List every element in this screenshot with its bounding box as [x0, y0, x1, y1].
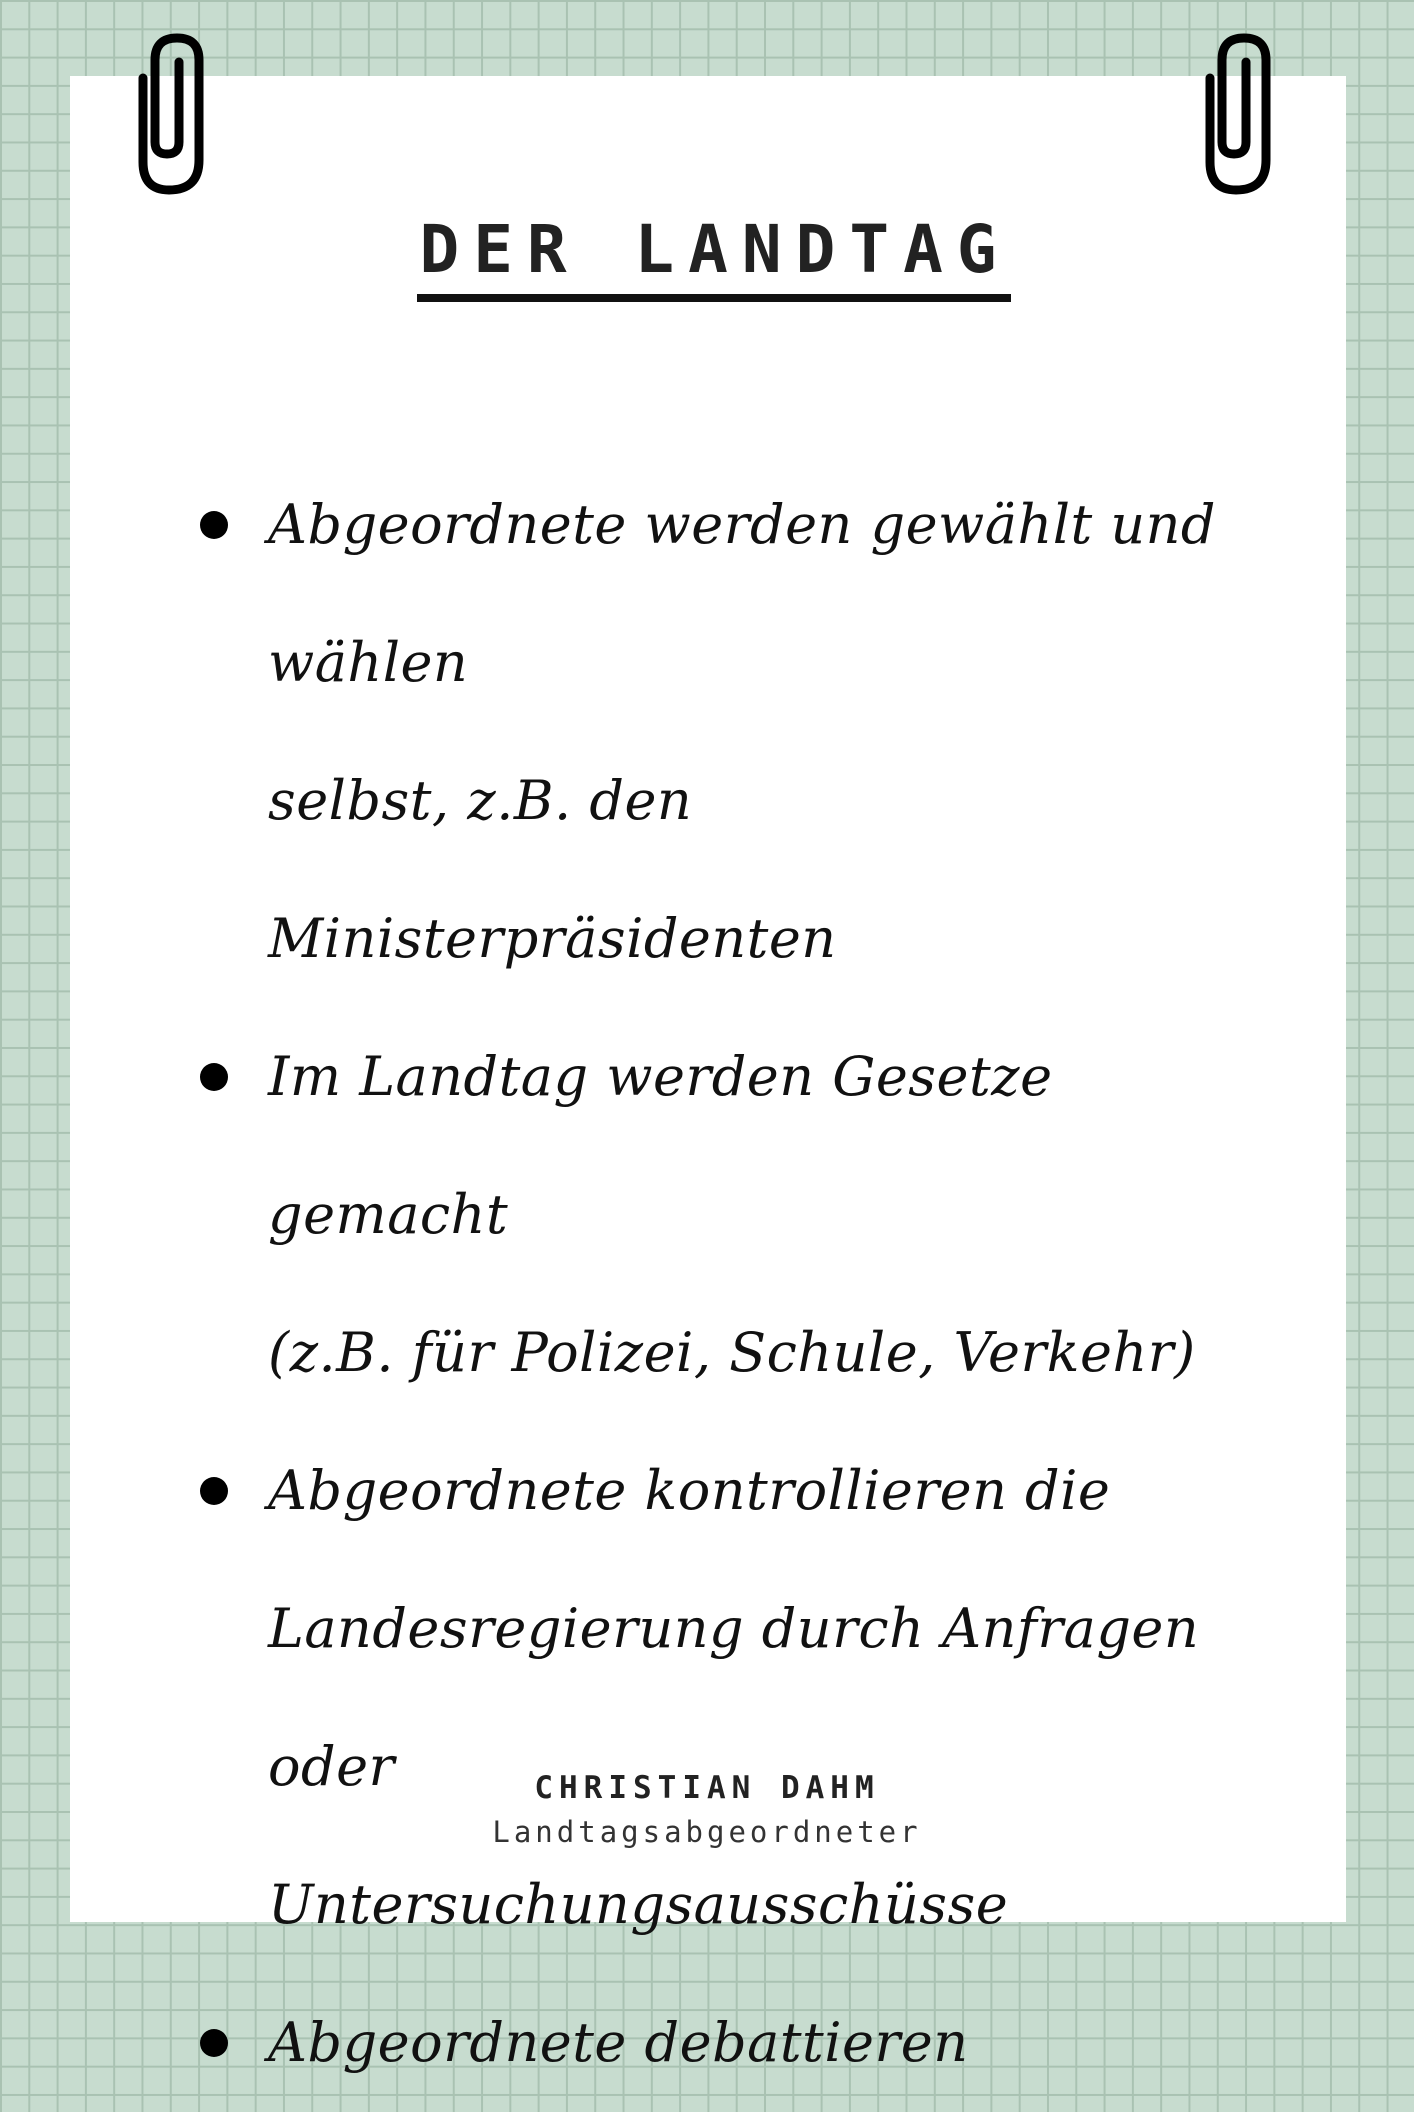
paperclip-icon	[136, 30, 222, 200]
list-item	[190, 1422, 1250, 1974]
paperclip-icon	[1203, 30, 1289, 200]
list-item	[190, 456, 1250, 1008]
bullet-line: (z.B. für Polizei, Schule, Verkehr)	[268, 1321, 1196, 1384]
bullet-dot	[200, 1477, 228, 1505]
bullet-line: Abgeordnete debattieren	[268, 2011, 969, 2074]
bullet-line: Im Landtag werden Gesetze gemacht	[268, 1045, 1053, 1246]
bullet-list	[190, 456, 1250, 2112]
list-item	[190, 1974, 1250, 2112]
bullet-dot	[200, 2029, 228, 2057]
page-title: DER LANDTAG	[417, 212, 1010, 302]
author-role: Landtagsabgeordneter	[492, 1815, 922, 1849]
bullet-dot	[200, 511, 228, 539]
bullet-line: Abgeordnete kontrollieren die	[268, 1459, 1111, 1522]
bullet-dot	[200, 1063, 228, 1091]
bullet-line: selbst, z.B. den Ministerpräsidenten	[268, 769, 837, 970]
bullet-line: Abgeordnete werden gewählt und wählen	[268, 493, 1216, 694]
title-block	[0, 212, 1414, 302]
author-name: CHRISTIAN DAHM	[534, 1770, 880, 1806]
bullet-line: Landesregierung durch Anfragen oder	[268, 1597, 1200, 1798]
signature-block	[0, 1766, 1414, 1854]
bullet-line: Untersuchungsausschüsse	[268, 1873, 1009, 1936]
list-item	[190, 1008, 1250, 1422]
